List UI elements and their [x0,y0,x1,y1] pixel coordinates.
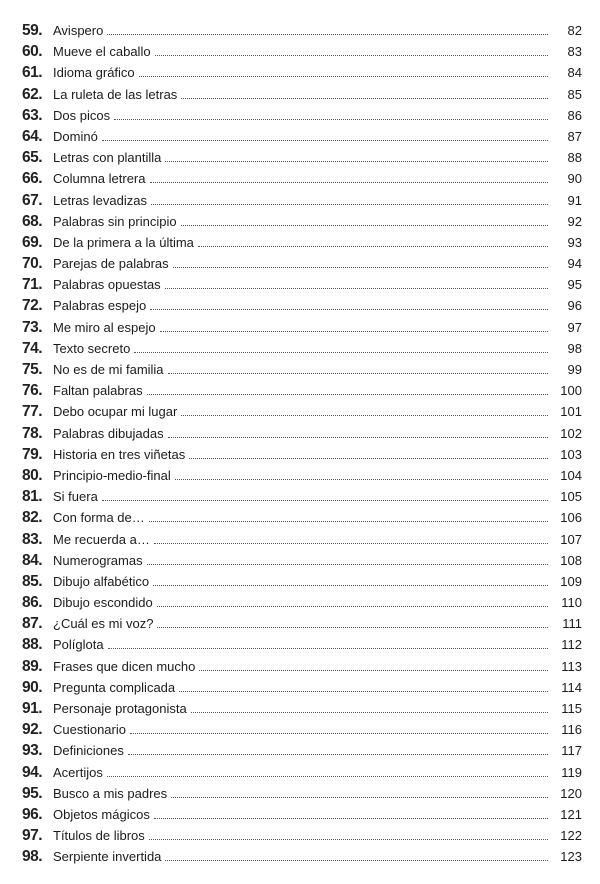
toc-entry [22,721,582,742]
dot-leader [154,543,548,544]
dot-leader [107,34,548,35]
toc-entry-page-number: 83 [567,44,582,60]
toc-entry [22,213,582,234]
toc-entry-title: Pregunta complicada [53,679,176,695]
toc-entry-page-number: 103 [560,446,582,462]
toc-entry-title: Debo ocupar mi lugar [53,404,178,420]
toc-entry-title: Palabras dibujadas [53,425,164,441]
dot-leader [102,500,548,501]
toc-entry [22,467,582,488]
toc-entry-number: 85. [22,572,43,590]
toc-entry-page-number: 98 [567,340,582,356]
toc-entry-page-number: 117 [561,743,582,759]
toc-entry [22,319,582,340]
toc-entry-page-number: 114 [561,679,582,695]
toc-entry-page-number: 92 [567,213,582,229]
toc-entry-title: Dibujo escondido [53,595,153,611]
toc-entry-title: Cuestionario [53,722,126,738]
toc-entry-title: Faltan palabras [53,383,143,399]
toc-entry-number: 88. [22,636,43,654]
toc-entry-number: 74. [22,339,43,357]
toc-entry [22,531,582,552]
toc-entry-page-number: 93 [567,234,582,250]
toc-entry [22,361,582,382]
toc-entry [22,552,582,573]
toc-entry [22,297,582,318]
toc-entry-page-number: 90 [567,171,582,187]
toc-entry [22,785,582,806]
toc-entry-page-number: 110 [561,595,582,611]
table-of-contents [22,22,582,870]
toc-entry-title: Busco a mis padres [53,785,168,801]
toc-entry [22,43,582,64]
toc-entry-page-number: 115 [561,701,582,716]
toc-entry-title: Serpiente invertida [53,849,162,865]
toc-entry [22,128,582,149]
toc-entry-page-number: 105 [560,489,582,505]
toc-entry-number: 92. [22,721,43,739]
toc-entry-title: Palabras espejo [53,298,147,314]
toc-entry-title: Si fuera [53,489,98,505]
dot-leader [165,161,548,162]
dot-leader [160,331,548,332]
toc-entry [22,22,582,43]
dot-leader [147,564,548,565]
toc-entry-page-number: 88 [567,150,582,166]
dot-leader [153,585,548,586]
toc-entry-title: Me miro al espejo [53,319,156,335]
dot-leader [134,352,548,353]
toc-entry-page-number: 82 [567,23,582,38]
toc-entry-title: Palabras sin principio [53,213,177,229]
toc-entry-title: De la primera a la última [53,234,194,250]
toc-entry-number: 97. [22,827,43,845]
toc-entry-page-number: 99 [567,362,582,377]
dot-leader [157,627,548,628]
toc-entry-number: 70. [22,255,43,273]
toc-entry-number: 86. [22,594,43,612]
dot-leader [191,712,548,713]
toc-entry [22,340,582,361]
toc-entry [22,192,582,213]
toc-entry-title: Palabras opuestas [53,277,161,293]
toc-entry-page-number: 85 [567,86,582,102]
toc-entry-page-number: 106 [560,510,582,526]
toc-entry-number: 64. [22,127,43,145]
toc-entry [22,700,582,721]
toc-entry-title: Con forma de… [53,510,145,526]
dot-leader [150,182,549,183]
toc-entry-number: 67. [22,191,43,209]
dot-leader [175,479,548,480]
toc-entry-title: Parejas de palabras [53,256,169,272]
dot-leader [139,76,548,77]
toc-entry-title: Políglota [53,637,104,653]
toc-entry-title: ¿Cuál es mi voz? [53,616,154,632]
toc-entry-number: 60. [22,43,43,61]
toc-entry-number: 61. [22,64,43,82]
toc-entry-number: 94. [22,763,43,781]
toc-entry-title: Avispero [53,23,104,38]
toc-entry-number: 83. [22,530,43,548]
toc-entry-number: 78. [22,424,43,442]
toc-entry [22,425,582,446]
toc-entry [22,446,582,467]
dot-leader [168,437,548,438]
toc-entry [22,509,582,530]
toc-entry [22,764,582,785]
toc-entry-number: 75. [22,361,43,378]
toc-entry-number: 68. [22,212,43,230]
toc-entry-title: Letras con plantilla [53,150,162,166]
toc-entry-title: Dibujo alfabético [53,573,150,589]
toc-entry [22,149,582,170]
toc-entry-title: Columna letrera [53,171,146,187]
toc-entry-number: 90. [22,678,43,696]
dot-leader [198,246,548,247]
toc-entry-page-number: 116 [561,722,582,738]
toc-entry-page-number: 86 [567,107,582,123]
toc-entry [22,382,582,403]
toc-entry-title: No es de mi familia [53,362,164,377]
toc-entry [22,636,582,657]
dot-leader [165,860,548,861]
toc-entry-page-number: 87 [567,128,582,144]
dot-leader [181,98,548,99]
dot-leader [199,670,548,671]
dot-leader [130,733,548,734]
dot-leader [168,373,548,374]
toc-entry-number: 63. [22,106,43,124]
dot-leader [114,119,548,120]
dot-leader [165,288,548,289]
toc-entry-page-number: 113 [561,658,582,674]
toc-entry-title: Dominó [53,128,98,144]
toc-entry [22,848,582,869]
toc-entry [22,679,582,700]
toc-entry-page-number: 91 [567,192,582,208]
dot-leader [155,55,548,56]
toc-entry [22,107,582,128]
dot-leader [149,521,548,522]
toc-entry-page-number: 120 [560,785,582,801]
toc-entry-number: 62. [22,85,43,103]
toc-entry [22,488,582,509]
toc-entry [22,276,582,297]
toc-entry [22,827,582,848]
toc-entry-title: Objetos mágicos [53,806,150,822]
toc-entry-title: Idioma gráfico [53,65,135,81]
toc-entry-page-number: 94 [567,256,582,272]
toc-entry-title: Personaje protagonista [53,701,187,716]
toc-entry-page-number: 109 [560,573,582,589]
toc-entry [22,594,582,615]
toc-entry-page-number: 100 [560,383,582,399]
toc-entry-number: 79. [22,445,43,463]
toc-entry-number: 93. [22,742,43,760]
toc-entry-number: 80. [22,466,43,484]
toc-entry [22,64,582,85]
dot-leader [179,691,548,692]
toc-entry-page-number: 122 [560,828,582,844]
dot-leader [181,415,548,416]
dot-leader [108,648,548,649]
toc-entry [22,403,582,424]
toc-entry-title: Dos picos [53,107,111,123]
toc-entry-page-number: 96 [567,298,582,314]
toc-entry-number: 76. [22,382,43,400]
dot-leader [189,458,548,459]
dot-leader [128,754,548,755]
toc-entry [22,615,582,636]
dot-leader [147,394,548,395]
toc-entry-number: 84. [22,551,43,569]
toc-entry-page-number: 102 [560,425,582,441]
toc-entry [22,170,582,191]
toc-entry-number: 89. [22,657,43,675]
toc-entry-number: 98. [22,848,43,866]
toc-entry-number: 96. [22,805,43,823]
toc-entry-number: 59. [22,22,43,39]
toc-entry-number: 77. [22,403,43,421]
toc-entry-page-number: 97 [567,319,582,335]
toc-entry [22,658,582,679]
toc-entry-title: Principio-medio-final [53,467,171,483]
toc-entry-title: Historia en tres viñetas [53,446,186,462]
toc-entry-number: 66. [22,170,43,188]
toc-entry [22,234,582,255]
toc-entry-number: 81. [22,488,43,506]
toc-entry-number: 95. [22,784,43,802]
toc-entry-title: Mueve el caballo [53,44,151,60]
toc-entry-title: Títulos de libros [53,828,145,844]
toc-entry-page-number: 108 [560,552,582,568]
toc-entry-number: 69. [22,233,43,251]
toc-entry-number: 72. [22,297,43,315]
toc-entry-number: 65. [22,149,43,167]
toc-entry-number: 71. [22,276,43,294]
toc-entry-number: 73. [22,318,43,336]
toc-entry-page-number: 123 [560,849,582,865]
toc-entry-page-number: 107 [560,531,582,547]
toc-entry-page-number: 95 [567,277,582,293]
toc-entry [22,573,582,594]
toc-entry-number: 87. [22,615,43,633]
toc-entry-number: 91. [22,700,43,717]
dot-leader [151,204,548,205]
dot-leader [149,839,548,840]
toc-entry-title: Me recuerda a… [53,531,150,547]
dot-leader [107,776,548,777]
toc-entry [22,742,582,763]
toc-entry-page-number: 112 [561,637,582,653]
dot-leader [157,606,548,607]
dot-leader [173,267,548,268]
dot-leader [171,797,548,798]
toc-entry-title: Definiciones [53,743,124,759]
toc-entry-title: Numerogramas [53,552,143,568]
toc-entry-title: La ruleta de las letras [53,86,178,102]
toc-entry-page-number: 111 [562,616,582,632]
dot-leader [150,309,548,310]
toc-entry-title: Texto secreto [53,340,131,356]
toc-entry [22,86,582,107]
dot-leader [181,225,548,226]
toc-entry-page-number: 101 [560,404,582,420]
toc-entry-title: Frases que dicen mucho [53,658,196,674]
toc-entry-number: 82. [22,509,43,527]
toc-entry-title: Acertijos [53,764,103,780]
toc-entry-page-number: 121 [560,806,582,822]
toc-entry-page-number: 119 [561,764,582,780]
toc-entry [22,806,582,827]
toc-entry-title: Letras levadizas [53,192,147,208]
toc-entry [22,255,582,276]
dot-leader [154,818,548,819]
dot-leader [102,140,548,141]
toc-entry-page-number: 84 [567,65,582,81]
toc-entry-page-number: 104 [560,467,582,483]
